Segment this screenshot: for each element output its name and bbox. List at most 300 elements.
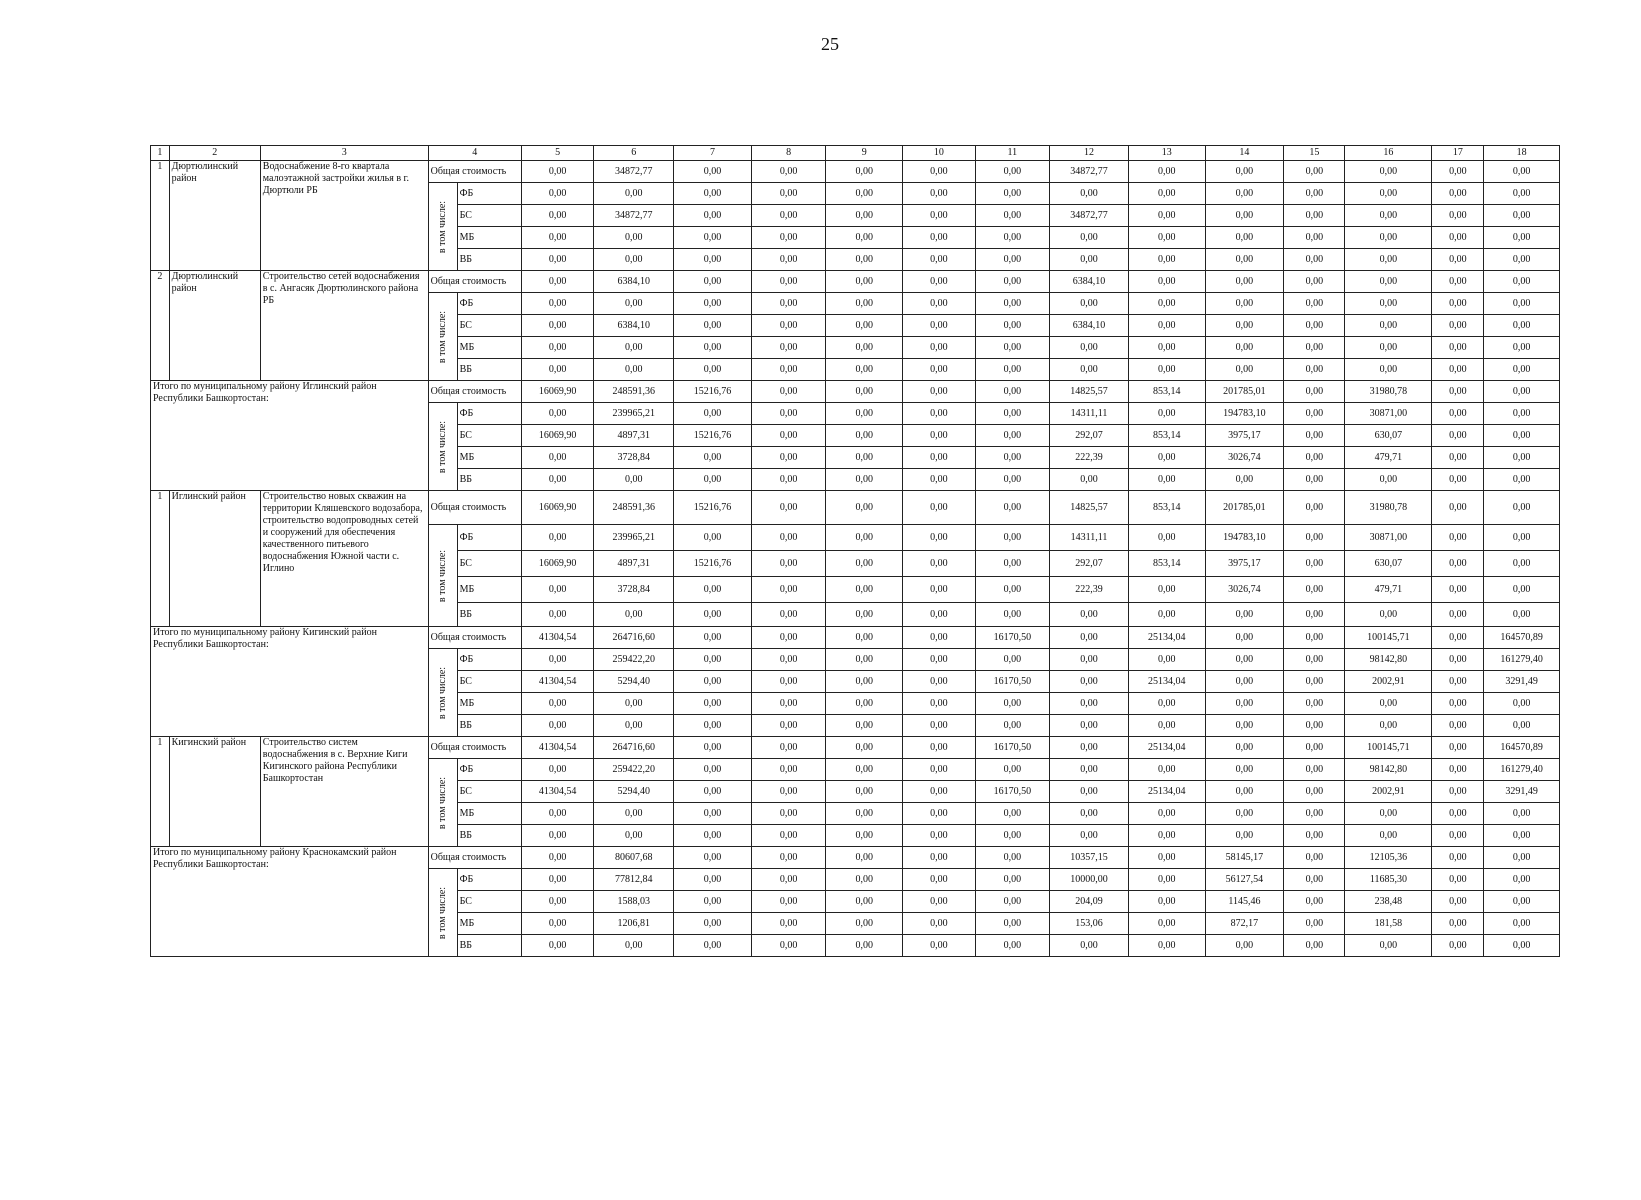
total-cost-label: Общая стоимость (428, 491, 521, 525)
value-cell: 0,00 (1484, 603, 1560, 627)
value-cell: 0,00 (1284, 293, 1345, 315)
value-cell: 0,00 (1128, 337, 1205, 359)
including-text: в том числе: (436, 776, 448, 829)
district-name: Дюртюлинский район (169, 161, 260, 271)
value-cell: 0,00 (826, 491, 903, 525)
value-cell: 0,00 (594, 227, 674, 249)
value-cell: 0,00 (1345, 603, 1432, 627)
value-cell: 0,00 (1432, 603, 1484, 627)
value-cell: 0,00 (1284, 847, 1345, 869)
funding-source-label: БС (457, 671, 521, 693)
value-cell: 0,00 (826, 577, 903, 603)
value-cell: 16170,50 (975, 781, 1050, 803)
value-cell: 0,00 (1484, 227, 1560, 249)
value-cell: 0,00 (521, 825, 594, 847)
funding-source-label: ВБ (457, 359, 521, 381)
value-cell: 100145,71 (1345, 737, 1432, 759)
value-cell: 0,00 (751, 869, 826, 891)
value-cell: 0,00 (1284, 183, 1345, 205)
value-cell: 0,00 (1205, 337, 1284, 359)
value-cell: 0,00 (975, 603, 1050, 627)
value-cell: 0,00 (1484, 161, 1560, 183)
value-cell: 0,00 (594, 249, 674, 271)
funding-source-label: БС (457, 781, 521, 803)
value-cell: 0,00 (751, 847, 826, 869)
value-cell: 292,07 (1050, 551, 1129, 577)
value-cell: 0,00 (903, 577, 976, 603)
district-name: Иглинский район (169, 491, 260, 627)
value-cell: 0,00 (1284, 271, 1345, 293)
value-cell: 15216,76 (674, 491, 752, 525)
value-cell: 30871,00 (1345, 403, 1432, 425)
value-cell: 0,00 (1284, 359, 1345, 381)
funding-source-label: БС (457, 315, 521, 337)
value-cell: 0,00 (975, 315, 1050, 337)
funding-source-label: ВБ (457, 603, 521, 627)
value-cell: 0,00 (975, 715, 1050, 737)
value-cell: 80607,68 (594, 847, 674, 869)
value-cell: 0,00 (674, 403, 752, 425)
value-cell: 0,00 (1432, 627, 1484, 649)
value-cell: 0,00 (751, 781, 826, 803)
value-cell: 0,00 (1284, 315, 1345, 337)
value-cell: 0,00 (1345, 315, 1432, 337)
value-cell: 0,00 (826, 649, 903, 671)
value-cell: 0,00 (1345, 693, 1432, 715)
value-cell: 0,00 (903, 271, 976, 293)
value-cell: 0,00 (1128, 803, 1205, 825)
funding-source-label: ВБ (457, 825, 521, 847)
value-cell: 0,00 (674, 649, 752, 671)
value-cell: 1145,46 (1205, 891, 1284, 913)
value-cell: 0,00 (1432, 205, 1484, 227)
value-cell: 0,00 (1205, 293, 1284, 315)
value-cell: 0,00 (674, 737, 752, 759)
value-cell: 0,00 (1432, 693, 1484, 715)
value-cell: 0,00 (1128, 869, 1205, 891)
header-cell: 12 (1050, 146, 1129, 161)
value-cell: 0,00 (1284, 671, 1345, 693)
header-cell: 8 (751, 146, 826, 161)
value-cell: 0,00 (826, 825, 903, 847)
value-cell: 0,00 (826, 847, 903, 869)
value-cell: 0,00 (1128, 847, 1205, 869)
value-cell: 0,00 (751, 935, 826, 957)
total-cost-label: Общая стоимость (428, 847, 521, 869)
total-cost-label: Общая стоимость (428, 381, 521, 403)
value-cell: 0,00 (903, 551, 976, 577)
value-cell: 10357,15 (1050, 847, 1129, 869)
value-cell: 161279,40 (1484, 649, 1560, 671)
value-cell: 0,00 (1432, 803, 1484, 825)
value-cell: 0,00 (1284, 759, 1345, 781)
value-cell: 0,00 (751, 403, 826, 425)
value-cell: 0,00 (751, 913, 826, 935)
value-cell: 0,00 (1050, 627, 1129, 649)
header-cell: 17 (1432, 146, 1484, 161)
value-cell: 0,00 (903, 759, 976, 781)
value-cell: 0,00 (1484, 715, 1560, 737)
value-cell: 0,00 (826, 271, 903, 293)
value-cell: 0,00 (1284, 425, 1345, 447)
value-cell: 0,00 (521, 869, 594, 891)
value-cell: 0,00 (975, 293, 1050, 315)
including-label (428, 649, 457, 737)
project-description: Водоснабжение 8-го квартала малоэтажной застройки жилья в г. Дюртюли РБ (260, 161, 428, 271)
value-cell: 5294,40 (594, 781, 674, 803)
value-cell: 0,00 (751, 271, 826, 293)
budget-table-container (150, 145, 1560, 957)
value-cell: 0,00 (751, 525, 826, 551)
value-cell: 0,00 (903, 603, 976, 627)
value-cell: 0,00 (751, 359, 826, 381)
funding-source-label: БС (457, 551, 521, 577)
value-cell: 30871,00 (1345, 525, 1432, 551)
value-cell: 0,00 (674, 671, 752, 693)
value-cell: 0,00 (826, 249, 903, 271)
value-cell: 0,00 (521, 359, 594, 381)
value-cell: 31980,78 (1345, 491, 1432, 525)
value-cell: 0,00 (1432, 161, 1484, 183)
value-cell: 0,00 (1284, 447, 1345, 469)
value-cell: 0,00 (674, 161, 752, 183)
value-cell: 0,00 (1284, 205, 1345, 227)
header-cell: 9 (826, 146, 903, 161)
value-cell: 77812,84 (594, 869, 674, 891)
value-cell: 0,00 (826, 315, 903, 337)
value-cell: 0,00 (1284, 913, 1345, 935)
value-cell: 0,00 (1345, 715, 1432, 737)
value-cell: 0,00 (975, 577, 1050, 603)
value-cell: 0,00 (1284, 161, 1345, 183)
value-cell: 0,00 (975, 227, 1050, 249)
value-cell: 0,00 (1284, 825, 1345, 847)
value-cell: 0,00 (1128, 913, 1205, 935)
value-cell: 98142,80 (1345, 759, 1432, 781)
value-cell: 0,00 (975, 183, 1050, 205)
value-cell: 0,00 (1432, 869, 1484, 891)
value-cell: 0,00 (1432, 935, 1484, 957)
value-cell: 0,00 (1432, 469, 1484, 491)
value-cell: 0,00 (1284, 781, 1345, 803)
value-cell: 5294,40 (594, 671, 674, 693)
value-cell: 0,00 (975, 205, 1050, 227)
value-cell: 853,14 (1128, 491, 1205, 525)
value-cell: 0,00 (521, 315, 594, 337)
value-cell: 0,00 (975, 337, 1050, 359)
value-cell: 630,07 (1345, 425, 1432, 447)
value-cell: 0,00 (1128, 447, 1205, 469)
project-description: Строительство сетей водоснабжения в с. Ангасяк Дюртюлинского района РБ (260, 271, 428, 381)
project-description: Строительство новых скважин на территории Кляшевского водозабора, строительство водопроводных сетей и сооружений для обеспечения качественного питьевого водоснабжения Южной части с. Иглино (260, 491, 428, 627)
value-cell: 0,00 (1432, 183, 1484, 205)
value-cell: 0,00 (1484, 447, 1560, 469)
value-cell: 0,00 (1345, 227, 1432, 249)
value-cell: 0,00 (903, 891, 976, 913)
value-cell: 0,00 (521, 803, 594, 825)
value-cell: 0,00 (1128, 891, 1205, 913)
value-cell: 0,00 (1050, 227, 1129, 249)
value-cell: 0,00 (1484, 403, 1560, 425)
value-cell: 0,00 (826, 693, 903, 715)
value-cell: 0,00 (903, 627, 976, 649)
value-cell: 0,00 (975, 825, 1050, 847)
value-cell: 0,00 (751, 491, 826, 525)
value-cell: 0,00 (1205, 737, 1284, 759)
value-cell: 0,00 (521, 913, 594, 935)
value-cell: 0,00 (674, 271, 752, 293)
value-cell: 0,00 (751, 603, 826, 627)
value-cell: 853,14 (1128, 425, 1205, 447)
value-cell: 6384,10 (594, 271, 674, 293)
value-cell: 853,14 (1128, 551, 1205, 577)
value-cell: 0,00 (1205, 603, 1284, 627)
value-cell: 0,00 (1484, 337, 1560, 359)
value-cell: 0,00 (975, 869, 1050, 891)
value-cell: 0,00 (751, 161, 826, 183)
value-cell: 0,00 (1284, 715, 1345, 737)
value-cell: 0,00 (1205, 359, 1284, 381)
value-cell: 0,00 (594, 359, 674, 381)
value-cell: 0,00 (751, 693, 826, 715)
row-number: 1 (151, 491, 170, 627)
value-cell: 0,00 (594, 183, 674, 205)
value-cell: 259422,20 (594, 759, 674, 781)
value-cell: 4897,31 (594, 425, 674, 447)
value-cell: 0,00 (674, 525, 752, 551)
value-cell: 0,00 (903, 869, 976, 891)
value-cell: 0,00 (674, 315, 752, 337)
value-cell: 0,00 (751, 425, 826, 447)
value-cell: 3291,49 (1484, 781, 1560, 803)
value-cell: 0,00 (1205, 671, 1284, 693)
value-cell: 25134,04 (1128, 737, 1205, 759)
value-cell: 2002,91 (1345, 781, 1432, 803)
value-cell: 0,00 (1128, 693, 1205, 715)
value-cell: 0,00 (674, 337, 752, 359)
value-cell: 0,00 (1050, 781, 1129, 803)
value-cell: 0,00 (521, 935, 594, 957)
value-cell: 0,00 (751, 293, 826, 315)
value-cell: 0,00 (1050, 359, 1129, 381)
value-cell: 0,00 (751, 649, 826, 671)
value-cell: 164570,89 (1484, 627, 1560, 649)
value-cell: 0,00 (1432, 491, 1484, 525)
value-cell: 0,00 (1205, 249, 1284, 271)
table-row (151, 737, 1560, 759)
value-cell: 0,00 (1432, 249, 1484, 271)
row-number: 1 (151, 161, 170, 271)
value-cell: 0,00 (826, 913, 903, 935)
funding-source-label: МБ (457, 693, 521, 715)
value-cell: 0,00 (1128, 183, 1205, 205)
value-cell: 0,00 (1345, 825, 1432, 847)
value-cell: 0,00 (674, 825, 752, 847)
table-row (151, 627, 1560, 649)
value-cell: 0,00 (826, 403, 903, 425)
value-cell: 1588,03 (594, 891, 674, 913)
value-cell: 0,00 (751, 205, 826, 227)
value-cell: 0,00 (1128, 161, 1205, 183)
value-cell: 0,00 (1050, 803, 1129, 825)
including-label (428, 403, 457, 491)
value-cell: 0,00 (1484, 249, 1560, 271)
value-cell: 0,00 (1484, 869, 1560, 891)
value-cell: 239965,21 (594, 525, 674, 551)
including-label (428, 293, 457, 381)
value-cell: 0,00 (521, 603, 594, 627)
including-label (428, 759, 457, 847)
value-cell: 34872,77 (1050, 161, 1129, 183)
value-cell: 41304,54 (521, 781, 594, 803)
funding-source-label: БС (457, 205, 521, 227)
value-cell: 0,00 (1284, 469, 1345, 491)
including-label (428, 869, 457, 957)
value-cell: 0,00 (1284, 603, 1345, 627)
subtotal-title: Итого по муниципальному району Кигинский район Республики Башкортостан: (151, 627, 429, 737)
value-cell: 0,00 (751, 469, 826, 491)
value-cell: 0,00 (1432, 913, 1484, 935)
value-cell: 292,07 (1050, 425, 1129, 447)
value-cell: 0,00 (521, 403, 594, 425)
value-cell: 0,00 (751, 627, 826, 649)
value-cell: 0,00 (903, 315, 976, 337)
value-cell: 0,00 (1050, 825, 1129, 847)
table-row (151, 491, 1560, 525)
value-cell: 0,00 (521, 759, 594, 781)
value-cell: 0,00 (1284, 649, 1345, 671)
value-cell: 0,00 (1128, 249, 1205, 271)
value-cell: 0,00 (594, 803, 674, 825)
subtotal-title: Итого по муниципальному району Краснокамский район Республики Башкортостан: (151, 847, 429, 957)
funding-source-label: БС (457, 891, 521, 913)
including-text: в том числе: (436, 886, 448, 939)
value-cell: 0,00 (826, 869, 903, 891)
value-cell: 0,00 (975, 525, 1050, 551)
value-cell: 0,00 (1205, 781, 1284, 803)
value-cell: 0,00 (1432, 825, 1484, 847)
value-cell: 0,00 (751, 447, 826, 469)
header-cell: 10 (903, 146, 976, 161)
value-cell: 14825,57 (1050, 381, 1129, 403)
value-cell: 0,00 (1484, 381, 1560, 403)
value-cell: 0,00 (1284, 525, 1345, 551)
value-cell: 0,00 (826, 161, 903, 183)
value-cell: 0,00 (903, 381, 976, 403)
value-cell: 0,00 (1432, 337, 1484, 359)
row-number: 2 (151, 271, 170, 381)
value-cell: 0,00 (521, 577, 594, 603)
value-cell: 1206,81 (594, 913, 674, 935)
value-cell: 0,00 (594, 293, 674, 315)
including-text: в том числе: (436, 420, 448, 473)
value-cell: 6384,10 (1050, 315, 1129, 337)
value-cell: 0,00 (594, 337, 674, 359)
value-cell: 12105,36 (1345, 847, 1432, 869)
value-cell: 0,00 (1128, 359, 1205, 381)
value-cell: 0,00 (826, 671, 903, 693)
value-cell: 0,00 (826, 227, 903, 249)
value-cell: 0,00 (594, 935, 674, 957)
value-cell: 872,17 (1205, 913, 1284, 935)
value-cell: 3728,84 (594, 447, 674, 469)
value-cell: 0,00 (1205, 205, 1284, 227)
funding-source-label: ВБ (457, 715, 521, 737)
value-cell: 0,00 (826, 759, 903, 781)
value-cell: 0,00 (1432, 315, 1484, 337)
funding-source-label: ВБ (457, 469, 521, 491)
total-cost-label: Общая стоимость (428, 737, 521, 759)
value-cell: 0,00 (521, 293, 594, 315)
value-cell: 0,00 (826, 293, 903, 315)
value-cell: 0,00 (903, 803, 976, 825)
value-cell: 3975,17 (1205, 551, 1284, 577)
value-cell: 0,00 (521, 891, 594, 913)
value-cell: 0,00 (826, 781, 903, 803)
value-cell: 11685,30 (1345, 869, 1432, 891)
value-cell: 0,00 (1432, 737, 1484, 759)
value-cell: 0,00 (1205, 825, 1284, 847)
value-cell: 0,00 (1484, 183, 1560, 205)
value-cell: 0,00 (521, 249, 594, 271)
value-cell: 479,71 (1345, 577, 1432, 603)
value-cell: 194783,10 (1205, 525, 1284, 551)
value-cell: 0,00 (975, 551, 1050, 577)
value-cell: 16069,90 (521, 381, 594, 403)
value-cell: 479,71 (1345, 447, 1432, 469)
value-cell: 0,00 (1484, 913, 1560, 935)
value-cell: 0,00 (674, 693, 752, 715)
value-cell: 0,00 (594, 603, 674, 627)
value-cell: 3026,74 (1205, 447, 1284, 469)
row-number: 1 (151, 737, 170, 847)
funding-source-label: ФБ (457, 293, 521, 315)
project-description: Строительство систем водоснабжения в с. Верхние Киги Кигинского района Республики Башкортостан (260, 737, 428, 847)
funding-source-label: БС (457, 425, 521, 447)
value-cell: 0,00 (1205, 693, 1284, 715)
value-cell: 0,00 (975, 403, 1050, 425)
value-cell: 41304,54 (521, 737, 594, 759)
value-cell: 0,00 (975, 381, 1050, 403)
header-cell: 14 (1205, 146, 1284, 161)
value-cell: 0,00 (1050, 337, 1129, 359)
value-cell: 0,00 (521, 271, 594, 293)
value-cell: 0,00 (521, 649, 594, 671)
value-cell: 0,00 (975, 491, 1050, 525)
value-cell: 31980,78 (1345, 381, 1432, 403)
value-cell: 15216,76 (674, 381, 752, 403)
value-cell: 0,00 (826, 337, 903, 359)
value-cell: 0,00 (1050, 671, 1129, 693)
value-cell: 0,00 (1484, 935, 1560, 957)
value-cell: 0,00 (1432, 759, 1484, 781)
value-cell: 0,00 (1284, 869, 1345, 891)
value-cell: 0,00 (594, 469, 674, 491)
value-cell: 0,00 (521, 227, 594, 249)
value-cell: 0,00 (1284, 227, 1345, 249)
value-cell: 0,00 (1205, 183, 1284, 205)
value-cell: 0,00 (751, 227, 826, 249)
funding-source-label: ФБ (457, 183, 521, 205)
value-cell: 0,00 (1432, 891, 1484, 913)
value-cell: 0,00 (1432, 715, 1484, 737)
value-cell: 0,00 (1050, 469, 1129, 491)
value-cell: 3728,84 (594, 577, 674, 603)
funding-source-label: МБ (457, 577, 521, 603)
value-cell: 15216,76 (674, 551, 752, 577)
value-cell: 0,00 (903, 737, 976, 759)
value-cell: 0,00 (903, 425, 976, 447)
